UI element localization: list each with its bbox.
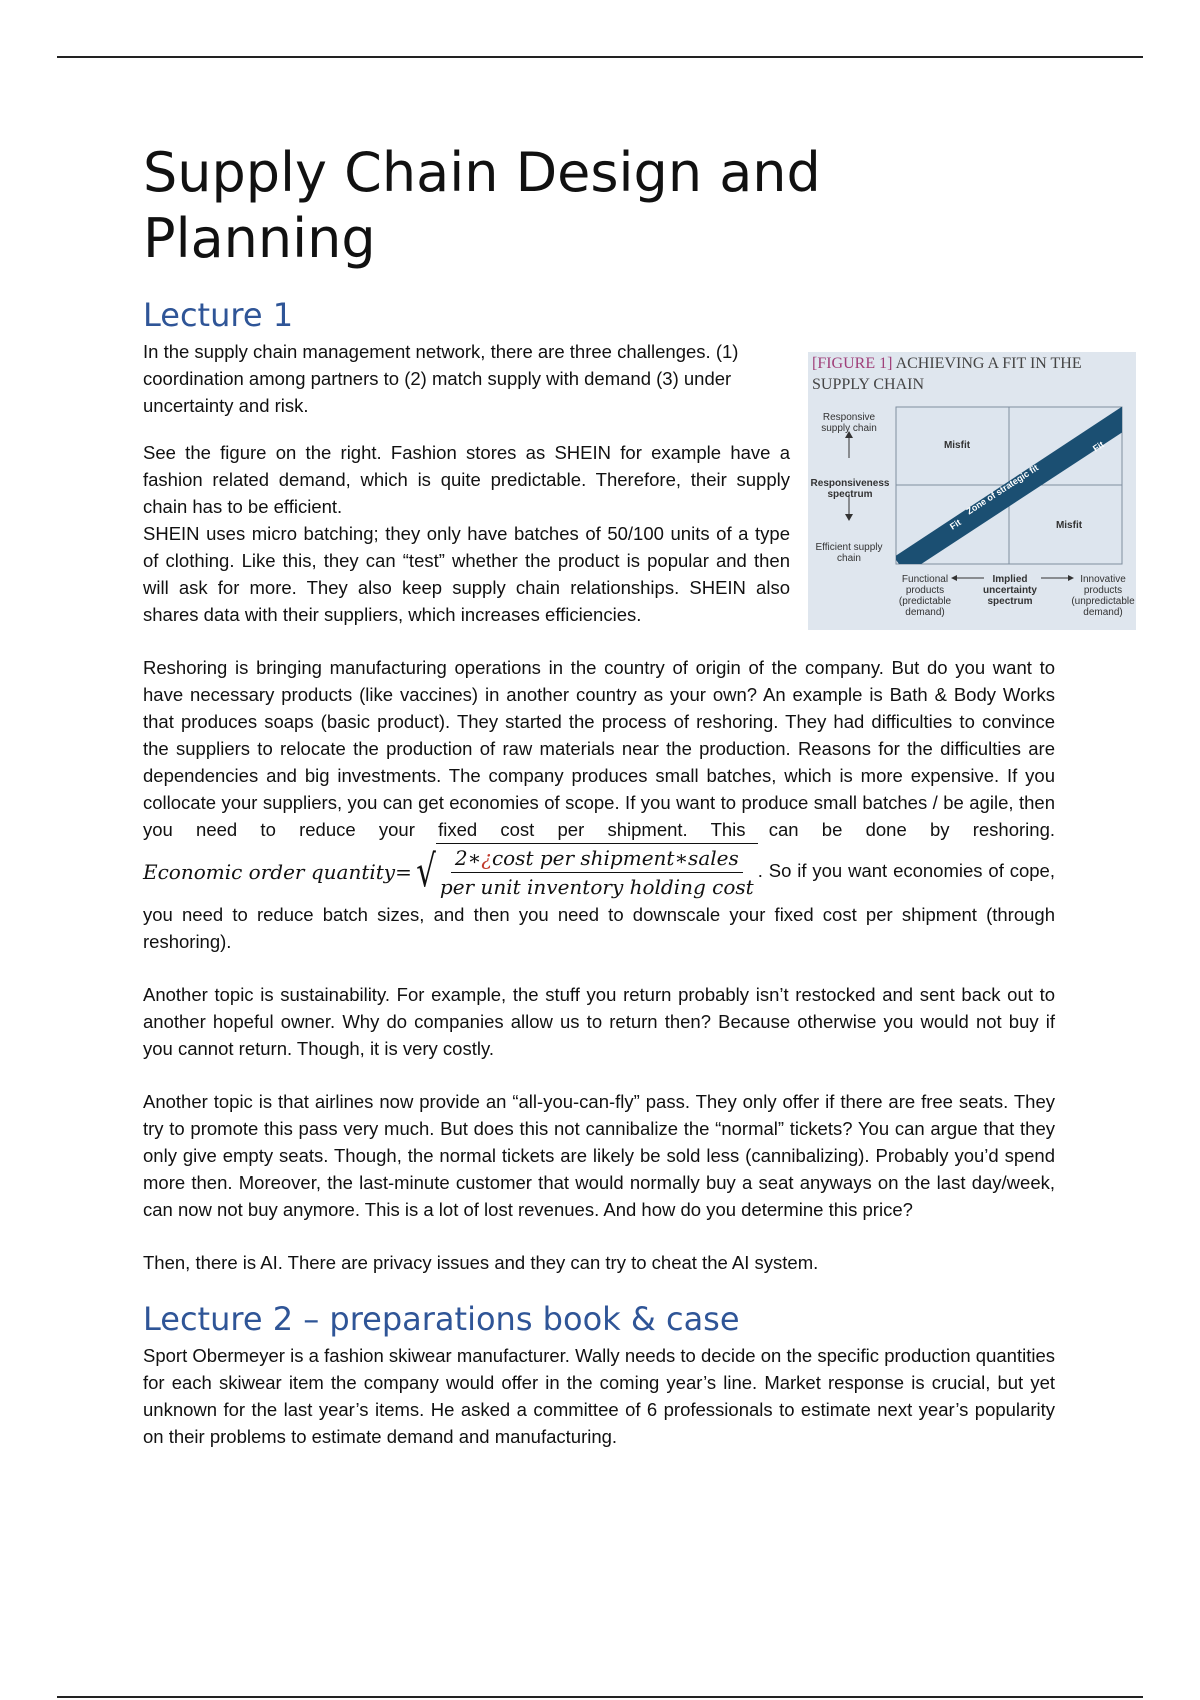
implied-uncertainty-label: Implied uncertainty spectrum [983, 574, 1037, 607]
top-rule [57, 56, 1143, 58]
functional-products-label: Functional products (predictable demand) [898, 574, 952, 618]
figure-caption: [FIGURE 1] ACHIEVING A FIT IN THE SUPPLY CHAIN [812, 355, 1082, 393]
eoq-lhs: Economic order quantity= [143, 859, 412, 884]
eoq-formula [143, 843, 758, 901]
lecture-1-intro-column [143, 338, 790, 628]
reshoring-paragraph [143, 654, 1055, 955]
reshoring-text: Reshoring is bringing manufacturing operations in the country of origin of the company. But do you want to have necessary products (like vaccines) in another country as your own? An example is Bath & Body Works that produces soaps (basic product). They started the process of reshoring. They had difficulties to convince the suppliers to relocate the production of raw materials near the production. Reasons for the difficulties are dependencies and big investments. The company produces small batches, which is more expensive. If you collocate your suppliers, you can get economies of scope. If you want to produce small batches / be agile, then you need to reduce your fixed cost per shipment. This can be done by reshoring. [143, 657, 1055, 840]
arrow-down-head [845, 514, 853, 521]
zone-label: Zone of strategic fit [964, 462, 1041, 517]
ai-paragraph: Then, there is AI. There are privacy issues and they can try to cheat the AI system. [143, 1252, 819, 1273]
eoq-numerator: 2∗¿cost per shipment∗sales [451, 844, 743, 873]
efficient-supply-chain-label: Efficient supply chain [815, 542, 883, 564]
shein-paragraph-a: See the figure on the right. Fashion stores as SHEIN for example have a fashion related demand, which is quite predictable. Therefore, their supply chain has to be efficient. [143, 442, 790, 517]
shein-paragraph-b: SHEIN uses micro batching; they only have batches of 50/100 units of a type of clothing. Like this, they can “test” whether the product is popular and then will ask for more. They also keep supply chain relationships. SHEIN also shares data with their suppliers, which increases efficiencies. [143, 523, 790, 625]
responsive-supply-chain-label: Responsive supply chain [821, 412, 877, 434]
eoq-denominator: per unit inventory holding cost [439, 875, 754, 899]
reshoring-text-after: . So if you want economies of cope, you need to reduce batch sizes, and then you need to downscale your fixed cost per shipment (through reshoring). [143, 859, 1055, 952]
fit-label-bottom: Fit [948, 517, 963, 532]
innovative-products-label: Innovative products (unpredictable demand) [1071, 574, 1135, 618]
airlines-paragraph: Another topic is that airlines now provide an “all-you-can-fly” pass. They only offer if there are free seats. They try to promote this pass very much. But does this not cannibalize the “normal” tickets? You can argue that they only give empty seats. Though, the normal tickets are likely be sold less (cannibalizing). Probably you’d spend more then. Moreover, the last-minute customer that would normally buy a seat anyways on the last day/week, can now not buy anymore. This is a lot of lost revenues. And how do you determine this price? [143, 1091, 1055, 1220]
figure-1 [808, 352, 1136, 630]
fit-label-top: Fit [1091, 439, 1106, 454]
eoq-error-mark: ¿ [481, 846, 492, 870]
lecture-2-heading: Lecture 2 – preparations book & case [143, 1300, 740, 1338]
responsiveness-spectrum-label: Responsiveness spectrum [810, 478, 890, 500]
document-body [143, 140, 1055, 1450]
bottom-rule [57, 1696, 1143, 1698]
sqrt-symbol: √ $\frac{\text{2∗¿cost per shipment∗sales}}{\text{per unit inventory holding cost}}$ [412, 843, 758, 901]
obermeyer-paragraph: Sport Obermeyer is a fashion skiwear manufacturer. Wally needs to decide on the specific production quantities for each skiwear item the company would offer in the coming year’s line. Market response is crucial, but yet unknown for the last year’s items. He asked a committee of 6 professionals to estimate next year’s popularity on their problems to estimate demand and manufacturing. [143, 1345, 1055, 1447]
eoq-fraction [436, 843, 758, 901]
page-title: Supply Chain Design and Planning [143, 141, 821, 270]
intro-paragraph: In the supply chain management network, there are three challenges. (1) coordination among partners to (2) match supply with demand (3) under uncertainty and risk. [143, 341, 739, 416]
misfit-label-top: Misfit [943, 440, 971, 451]
lecture-1-heading: Lecture 1 [143, 296, 294, 334]
misfit-label-bottom: Misfit [1055, 520, 1083, 531]
sustainability-paragraph: Another topic is sustainability. For example, the stuff you return probably isn’t restocked and sent back out to another hopeful owner. Why do companies allow us to return then? Because otherwise you would not buy if you cannot return. Though, it is very costly. [143, 984, 1055, 1059]
